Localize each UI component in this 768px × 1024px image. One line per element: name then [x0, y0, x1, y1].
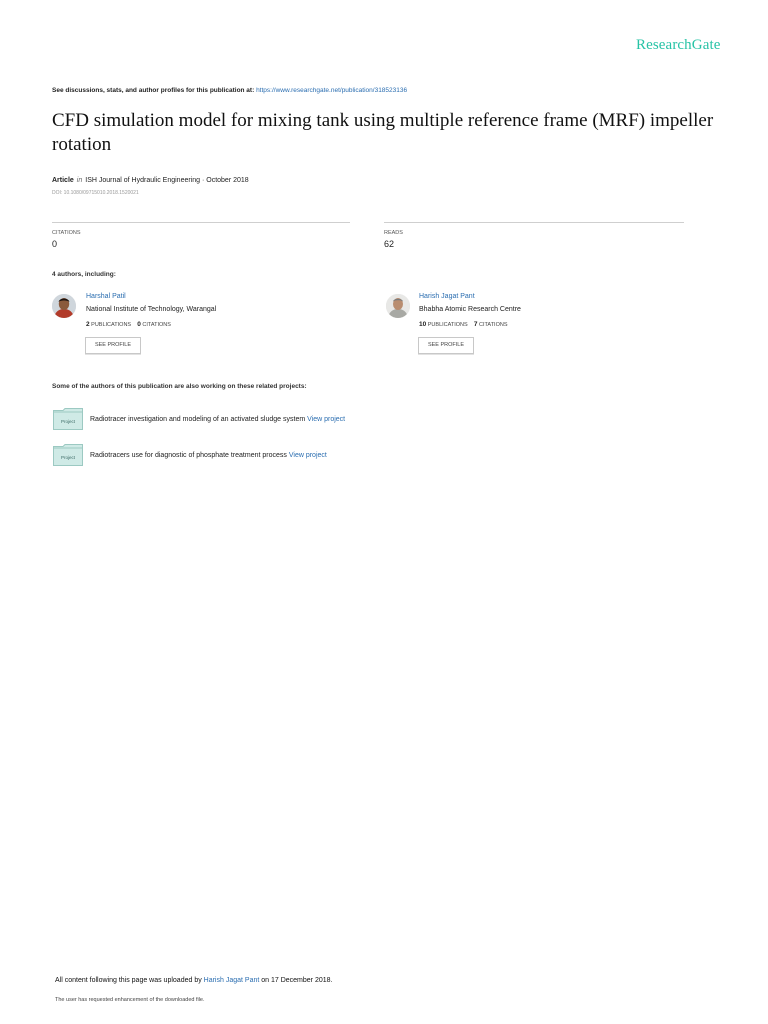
see-profile-button[interactable]: SEE PROFILE — [418, 337, 474, 354]
author-name-link[interactable]: Harshal Patil — [86, 293, 126, 300]
project-folder-icon[interactable] — [53, 408, 83, 430]
avatar[interactable] — [52, 294, 76, 318]
doi: DOI: 10.1080/09715010.2018.1520021 — [52, 190, 139, 196]
author-citations-count: 7 — [473, 321, 478, 328]
upload-suffix: on 17 December 2018. — [259, 977, 333, 984]
author-publications-label: PUBLICATIONS — [91, 322, 132, 328]
view-project-link[interactable]: View project — [288, 452, 327, 459]
uploader-link[interactable]: Harish Jagat Pant — [203, 977, 260, 984]
journal-venue: ISH Journal of Hydraulic Engineering · October 2018 — [85, 177, 249, 184]
author-stats — [419, 321, 508, 328]
project-icon-label: Project — [60, 455, 76, 460]
publication-url-link[interactable]: https://www.researchgate.net/publication/318523136 — [256, 87, 408, 94]
enhancement-note: The user has requested enhancement of the downloaded file. — [55, 997, 205, 1003]
author-citations-count: 0 — [137, 321, 141, 328]
project-folder-icon[interactable] — [53, 444, 83, 466]
author-institution: Bhabha Atomic Research Centre — [419, 306, 521, 313]
author-citations-label: CITATIONS — [478, 322, 508, 328]
author-photo-icon — [386, 294, 410, 318]
researchgate-logo[interactable]: ResearchGate — [636, 37, 721, 53]
reads-value: 62 — [384, 239, 395, 249]
author-stats — [86, 321, 171, 328]
related-projects-heading: Some of the authors of this publication are also working on these related projects: — [52, 383, 307, 390]
paper-title: CFD simulation model for mixing tank using multiple reference frame (MRF) impeller rotation — [52, 110, 714, 155]
article-type: Article — [52, 177, 74, 184]
citations-value: 0 — [52, 239, 58, 249]
author-name-link[interactable]: Harish Jagat Pant — [419, 293, 475, 300]
author-citations-label: CITATIONS — [142, 322, 171, 328]
upload-prefix: All content following this page was uploaded by — [55, 977, 204, 984]
in-word: in — [76, 177, 83, 184]
citations-label: CITATIONS — [52, 230, 81, 236]
reads-divider — [384, 222, 684, 223]
author-institution: National Institute of Technology, Warangal — [86, 306, 217, 313]
author-publications-count: 2 — [86, 321, 90, 328]
discussion-prefix: See discussions, stats, and author profiles for this publication at: — [52, 87, 257, 94]
author-publications-label: PUBLICATIONS — [427, 322, 468, 328]
authors-heading: 4 authors, including: — [52, 271, 116, 278]
reads-label: READS — [384, 230, 403, 236]
view-project-link[interactable]: View project — [307, 416, 346, 423]
project-title: Radiotracers use for diagnostic of phosphate treatment process — [90, 452, 289, 459]
article-meta — [52, 177, 249, 184]
author-publications-count: 10 — [419, 321, 427, 328]
avatar[interactable] — [386, 294, 410, 318]
project-item — [90, 452, 327, 459]
upload-note — [55, 977, 332, 984]
see-profile-button[interactable]: SEE PROFILE — [85, 337, 141, 354]
discussion-line — [52, 87, 407, 94]
citations-divider — [52, 222, 350, 223]
project-icon-label: Project — [60, 419, 76, 424]
project-title: Radiotracer investigation and modeling of an activated sludge system — [90, 416, 308, 423]
project-item — [90, 416, 345, 423]
author-photo-icon — [52, 294, 76, 318]
